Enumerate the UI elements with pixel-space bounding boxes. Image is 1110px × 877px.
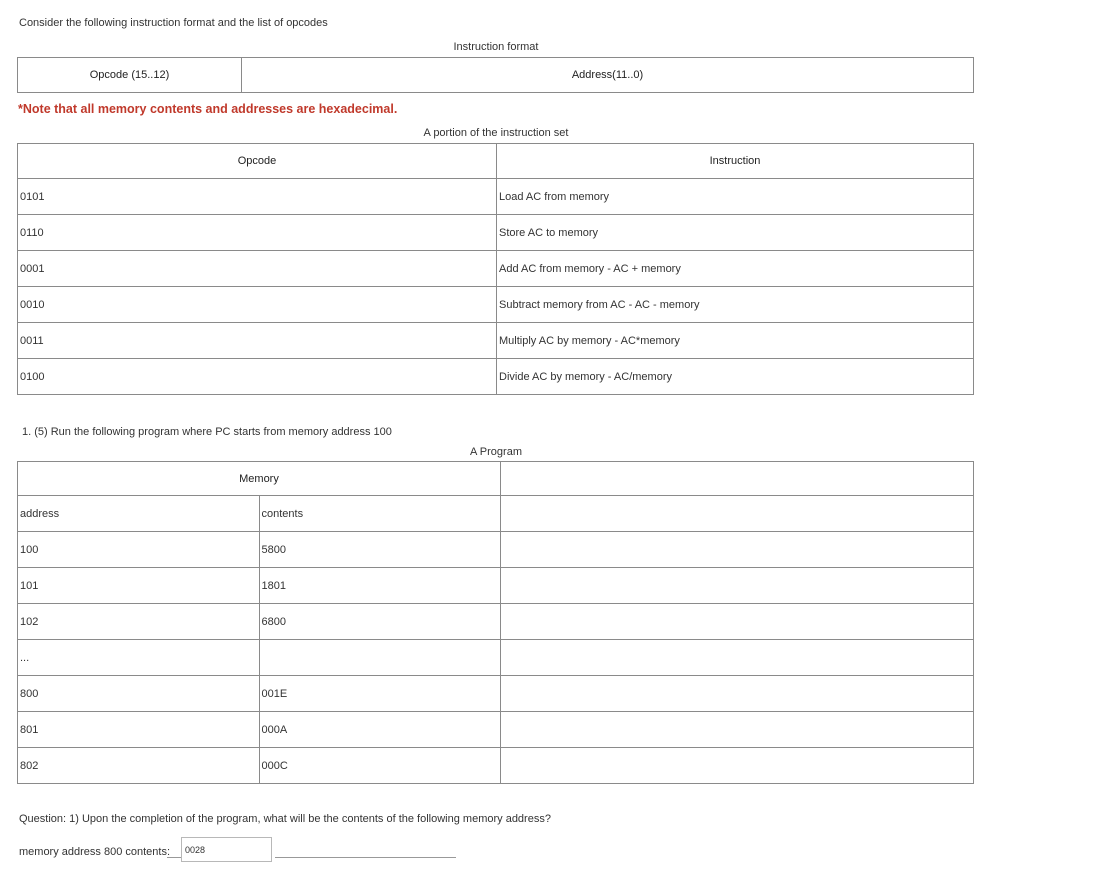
address-cell: 100 — [18, 532, 260, 568]
question-1-text: 1. (5) Run the following program where PC starts from memory address 100 — [22, 426, 392, 438]
address-column-header: address — [18, 496, 260, 532]
table-row — [18, 215, 974, 251]
contents-cell: 000C — [259, 748, 501, 784]
instruction-cell: Multiply AC by memory - AC*memory — [497, 323, 974, 359]
empty-cell — [501, 496, 974, 532]
table-row — [18, 748, 974, 784]
table-row — [18, 640, 974, 676]
program-table — [17, 461, 974, 784]
address-cell: 801 — [18, 712, 260, 748]
table-row — [18, 323, 974, 359]
instruction-cell: Store AC to memory — [497, 215, 974, 251]
instruction-cell: Divide AC by memory - AC/memory — [497, 359, 974, 395]
opcode-cell: 0110 — [18, 215, 497, 251]
contents-cell: 5800 — [259, 532, 501, 568]
empty-cell — [501, 712, 974, 748]
empty-cell — [501, 462, 974, 496]
opcode-cell: 0011 — [18, 323, 497, 359]
contents-cell — [259, 640, 501, 676]
table-row — [18, 179, 974, 215]
address-field-header: Address(11..0) — [242, 58, 974, 93]
address-cell: ... — [18, 640, 260, 676]
table-row — [18, 359, 974, 395]
table-row — [18, 712, 974, 748]
address-cell: 800 — [18, 676, 260, 712]
contents-cell: 1801 — [259, 568, 501, 604]
table-row — [18, 251, 974, 287]
hex-note: *Note that all memory contents and addresses are hexadecimal. — [18, 102, 398, 116]
instruction-format-table — [17, 57, 974, 93]
answer-underline-right — [275, 857, 456, 858]
contents-column-header: contents — [259, 496, 501, 532]
instruction-cell: Add AC from memory - AC + memory — [497, 251, 974, 287]
contents-cell: 001E — [259, 676, 501, 712]
empty-cell — [501, 604, 974, 640]
empty-cell — [501, 532, 974, 568]
intro-text: Consider the following instruction format and the list of opcodes — [19, 17, 328, 29]
empty-cell — [501, 748, 974, 784]
table-row — [18, 287, 974, 323]
empty-cell — [501, 676, 974, 712]
instruction-set-table — [17, 143, 974, 395]
instruction-column-header: Instruction — [497, 144, 974, 179]
table-row — [18, 568, 974, 604]
opcode-field-header: Opcode (15..12) — [18, 58, 242, 93]
contents-cell: 000A — [259, 712, 501, 748]
program-caption: A Program — [470, 446, 522, 458]
table-row — [18, 676, 974, 712]
address-cell: 102 — [18, 604, 260, 640]
answer-underline-left — [167, 857, 181, 858]
contents-cell: 6800 — [259, 604, 501, 640]
opcode-cell: 0101 — [18, 179, 497, 215]
question-text: Question: 1) Upon the completion of the program, what will be the contents of the following memory address? — [19, 813, 551, 825]
table-row — [18, 604, 974, 640]
empty-cell — [501, 640, 974, 676]
table-row — [18, 532, 974, 568]
opcode-cell: 0010 — [18, 287, 497, 323]
opcode-cell: 0001 — [18, 251, 497, 287]
instruction-format-caption: Instruction format — [453, 41, 539, 53]
answer-input[interactable] — [181, 837, 272, 862]
memory-header: Memory — [18, 462, 501, 496]
instruction-cell: Load AC from memory — [497, 179, 974, 215]
opcode-column-header: Opcode — [18, 144, 497, 179]
empty-cell — [501, 568, 974, 604]
instruction-cell: Subtract memory from AC - AC - memory — [497, 287, 974, 323]
instruction-set-caption: A portion of the instruction set — [423, 127, 569, 139]
opcode-cell: 0100 — [18, 359, 497, 395]
address-cell: 101 — [18, 568, 260, 604]
answer-label: memory address 800 contents: — [19, 846, 171, 858]
address-cell: 802 — [18, 748, 260, 784]
